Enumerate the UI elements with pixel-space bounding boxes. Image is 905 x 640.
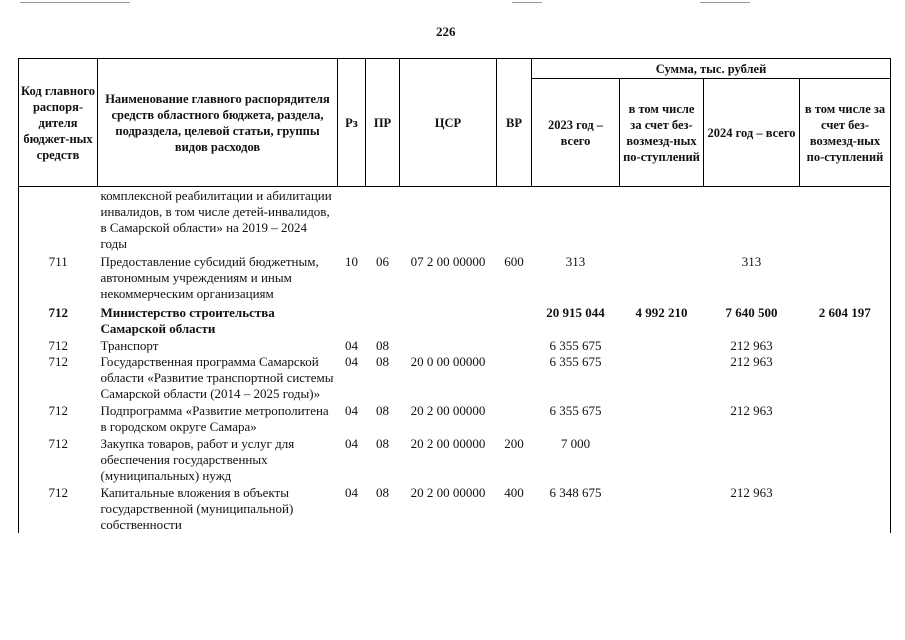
cell-rz [338, 302, 366, 337]
cell-name: Капитальные вложения в объекты государственной (муниципальной) собственности [100, 485, 294, 532]
cell-vr: 200 [504, 436, 524, 451]
table-row [19, 252, 891, 302]
header-2023-total: 2023 год – всего [532, 79, 620, 187]
cell-s2023-free [620, 484, 704, 533]
table-row [19, 354, 891, 402]
cell-name: Министерство строительства Самарской области [100, 305, 275, 336]
cell-s2023: 6 355 675 [549, 338, 602, 353]
cell-csr: 20 0 00 00000 [410, 354, 486, 369]
cell-s2023-free [620, 354, 704, 402]
cell-csr: 20 2 00 00000 [410, 485, 486, 500]
cell-name: Предоставление субсидий бюджетным, автономным учреждениям и иным некоммерческим организациям [100, 254, 319, 301]
cell-vr [497, 402, 532, 435]
header-name: Наименование главного распорядителя средств областного бюджета, раздела, подраздела, целевой статьи, группы видов расходов [98, 59, 338, 187]
cell-rz: 04 [345, 436, 358, 451]
cell-vr: 600 [504, 254, 524, 269]
cell-s2023-free [620, 435, 704, 484]
cell-s2024 [704, 435, 800, 484]
cell-pr: 06 [376, 254, 389, 269]
cell-csr: 07 2 00 00000 [410, 254, 486, 269]
cell-s2024-free [800, 435, 891, 484]
cell-rz: 04 [345, 403, 358, 418]
cell-name: Закупка товаров, работ и услуг для обеспечения государственных (муниципальных) нужд [100, 436, 295, 483]
cell-pr [366, 302, 400, 337]
cell-s2023: 7 000 [560, 436, 591, 451]
table-row [19, 187, 891, 253]
cell-pr: 08 [376, 485, 389, 500]
cell-s2024: 212 963 [730, 354, 773, 369]
scan-artifact-line [512, 2, 542, 3]
budget-table [18, 58, 891, 533]
cell-rz: 10 [345, 254, 358, 269]
header-rz: Рз [338, 59, 366, 187]
table-row [19, 302, 891, 337]
cell-code: 712 [19, 484, 98, 533]
header-2024-total: 2024 год – всего [704, 79, 800, 187]
cell-s2024-free [800, 252, 891, 302]
cell-vr [497, 354, 532, 402]
cell-s2023-free [620, 187, 704, 253]
cell-s2023: 20 915 044 [546, 305, 605, 320]
cell-s2024-free [800, 402, 891, 435]
cell-pr: 08 [376, 354, 389, 369]
cell-code [19, 187, 98, 253]
scan-artifact-line [700, 2, 750, 3]
cell-code: 712 [19, 302, 98, 337]
table-row [19, 337, 891, 354]
cell-csr [400, 337, 497, 354]
cell-s2024-free [800, 187, 891, 253]
cell-s2024-free [800, 354, 891, 402]
table-row [19, 402, 891, 435]
header-2023-free: в том числе за счет без-возмезд-ных по-ступлений [620, 79, 704, 187]
table-row [19, 484, 891, 533]
cell-s2023: 6 348 675 [549, 485, 602, 500]
cell-vr [497, 187, 532, 253]
header-sum: Сумма, тыс. рублей [532, 59, 891, 79]
cell-csr: 20 2 00 00000 [410, 403, 486, 418]
cell-s2023-free: 4 992 210 [635, 305, 688, 320]
cell-csr [400, 302, 497, 337]
cell-rz: 04 [345, 338, 358, 353]
cell-s2024 [704, 187, 800, 253]
page-number: 226 [436, 24, 456, 39]
cell-name: комплексной реабилитации и абилитации инвалидов, в том числе детей-инвалидов, в Самарской области» на 2019 – 2024 годы [100, 188, 332, 251]
cell-s2024: 212 963 [730, 403, 773, 418]
cell-s2024-free [800, 484, 891, 533]
cell-vr [497, 337, 532, 354]
cell-csr [400, 187, 497, 253]
cell-rz: 04 [345, 485, 358, 500]
cell-s2023: 313 [565, 254, 586, 269]
header-2024-free: в том числе за счет без-возмезд-ных по-ступлений [800, 79, 891, 187]
cell-rz: 04 [345, 354, 358, 369]
cell-s2023: 6 355 675 [549, 403, 602, 418]
cell-pr [366, 187, 400, 253]
cell-code: 712 [19, 435, 98, 484]
cell-pr: 08 [376, 436, 389, 451]
cell-s2023: 6 355 675 [549, 354, 602, 369]
cell-code: 712 [19, 402, 98, 435]
cell-name: Государственная программа Самарской области «Развитие транспортной системы Самарской области (2014 – 2025 годы)» [100, 354, 334, 401]
cell-s2023-free [620, 402, 704, 435]
cell-vr: 400 [504, 485, 524, 500]
cell-csr: 20 2 00 00000 [410, 436, 486, 451]
cell-name: Транспорт [100, 338, 159, 353]
cell-s2024: 7 640 500 [725, 305, 778, 320]
header-vr: ВР [497, 59, 532, 187]
cell-code: 712 [19, 354, 98, 402]
scan-artifact-line [20, 2, 130, 3]
cell-vr [497, 302, 532, 337]
cell-rz [338, 187, 366, 253]
cell-s2024-free: 2 604 197 [800, 302, 891, 337]
cell-s2024: 313 [741, 254, 762, 269]
cell-pr: 08 [376, 338, 389, 353]
cell-s2024-free [800, 337, 891, 354]
cell-s2023-free [620, 337, 704, 354]
cell-s2023-free [620, 252, 704, 302]
header-csr: ЦСР [400, 59, 497, 187]
cell-s2023 [532, 187, 620, 253]
cell-s2024: 212 963 [730, 338, 773, 353]
cell-pr: 08 [376, 403, 389, 418]
cell-code: 711 [19, 252, 98, 302]
header-pr: ПР [366, 59, 400, 187]
cell-code: 712 [19, 337, 98, 354]
cell-name: Подпрограмма «Развитие метрополитена в городском округе Самара» [100, 403, 329, 434]
table-row [19, 435, 891, 484]
header-code: Код главного распоря-дителя бюджет-ных средств [19, 59, 98, 187]
cell-s2024: 212 963 [730, 485, 773, 500]
